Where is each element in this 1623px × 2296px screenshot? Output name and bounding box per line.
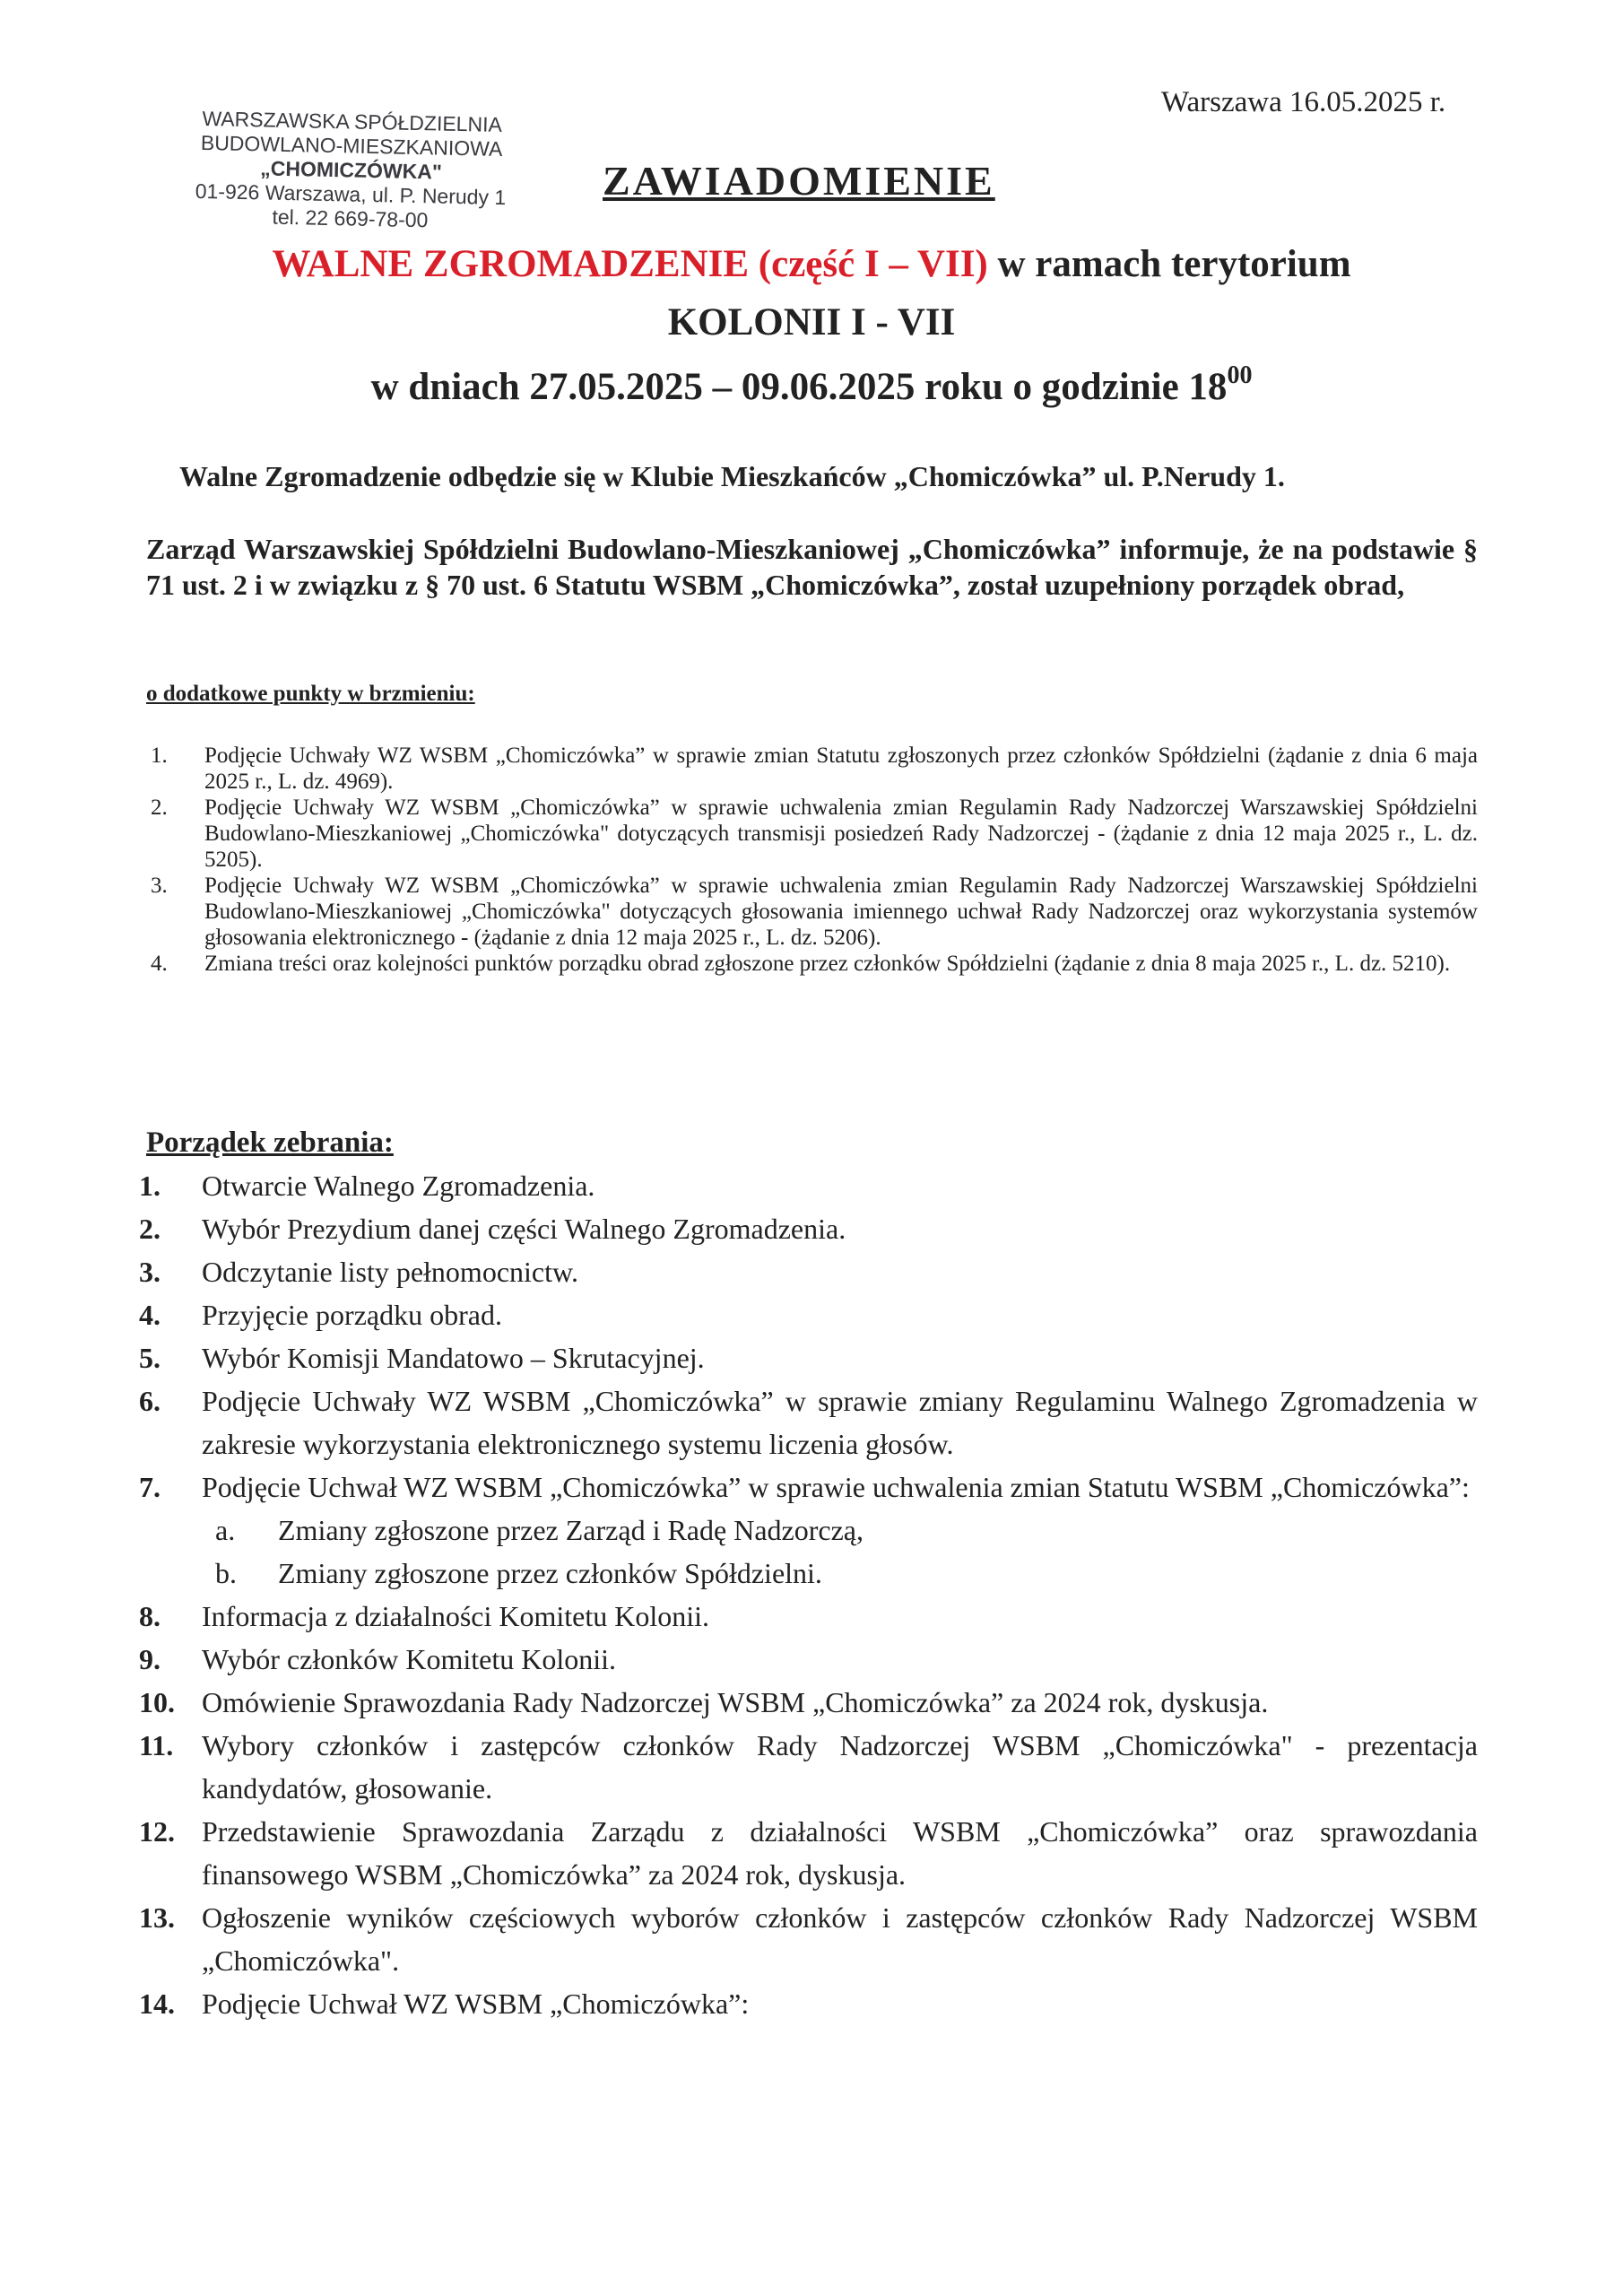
time-minutes: 00 — [1227, 361, 1253, 389]
agenda-item — [139, 1724, 1478, 1810]
agenda-item — [139, 1336, 1478, 1379]
agenda-number: 10. — [139, 1686, 175, 1718]
agenda-text: Wybór Komisji Mandatowo – Skrutacyjnej. — [202, 1342, 705, 1374]
notice-title: ZAWIADOMIENIE — [603, 158, 995, 204]
agenda-text: Wybór Prezydium danej części Walnego Zgromadzenia. — [202, 1213, 846, 1245]
agenda-text: Otwarcie Walnego Zgromadzenia. — [202, 1170, 595, 1202]
agenda-item — [139, 1293, 1478, 1336]
agenda-item — [139, 1810, 1478, 1896]
agenda-number: 12. — [139, 1815, 175, 1848]
agenda-item — [139, 1638, 1478, 1681]
agenda-number: 6. — [139, 1385, 161, 1417]
agenda-text: Ogłoszenie wyników częściowych wyborów członków i zastępców członków Rady Nadzorczej WSBM „Chomiczówka". — [202, 1901, 1478, 1977]
subitem-text: Zmiany zgłoszone przez członków Spółdzielni. — [278, 1557, 822, 1589]
stamp-line: BUDOWLANO-MIESZKANIOWA — [200, 130, 503, 161]
subitem-letter: a. — [215, 1514, 236, 1546]
subitem-text: Zmiany zgłoszone przez Zarząd i Radę Nadzorczą, — [278, 1514, 864, 1546]
agenda-subitem — [202, 1552, 1478, 1595]
agenda-item — [139, 1379, 1478, 1465]
item-text: Zmiana treści oraz kolejności punktów porządku obrad zgłoszone przez członków Spółdzielni (żądanie z dnia 8 maja 2025 r., L. dz. 5210). — [204, 952, 1451, 976]
cooperative-stamp — [157, 106, 545, 235]
item-text: Podjęcie Uchwały WZ WSBM „Chomiczówka” w sprawie zmian Statutu zgłoszonych przez członków Spółdzielni (żądanie z dnia 6 maja 2025 r., L. dz. 4969). — [204, 744, 1478, 794]
assembly-headline — [0, 242, 1623, 286]
agenda-item — [139, 1465, 1478, 1595]
agenda-text: Wybory członków i zastępców członków Rady Nadzorczej WSBM „Chomiczówka" - prezentacja kandydatów, głosowanie. — [202, 1729, 1478, 1805]
stamp-line: 01-926 Warszawa, ul. P. Nerudy 1 — [195, 178, 507, 210]
venue-info: Walne Zgromadzenie odbędzie się w Klubie Mieszkańców „Chomiczówka” ul. P.Nerudy 1. — [179, 460, 1285, 492]
agenda-number: 13. — [139, 1901, 175, 1934]
agenda-text: Podjęcie Uchwał WZ WSBM „Chomiczówka”: — [202, 1987, 750, 2020]
item-number: 4. — [151, 952, 168, 976]
agenda-item — [139, 1982, 1478, 2025]
intro-paragraph: Zarząd Warszawskiej Spółdzielni Budowlano-Mieszkaniowej „Chomiczówka” informuje, że na podstawie § 71 ust. 2 i w związku z § 70 ust. 6 Statutu WSBM „Chomiczówka”, został uzupełniony porządek obrad, — [146, 533, 1478, 601]
agenda-text: Przyjęcie porządku obrad. — [202, 1299, 502, 1331]
dates-line — [0, 361, 1623, 409]
item-number: 2. — [151, 796, 168, 820]
agenda-text: Przedstawienie Sprawozdania Zarządu z działalności WSBM „Chomiczówka” oraz sprawozdania finansowego WSBM „Chomiczówka” za 2024 rok, dyskusja. — [202, 1815, 1478, 1891]
additional-points-label: o dodatkowe punkty w brzmieniu: — [146, 682, 475, 706]
agenda-item — [139, 1595, 1478, 1638]
stamp-line: tel. 22 669-78-00 — [272, 204, 429, 232]
agenda-item — [139, 1681, 1478, 1724]
agenda-number: 4. — [139, 1299, 161, 1331]
agenda-text: Podjęcie Uchwały WZ WSBM „Chomiczówka” w sprawie zmiany Regulaminu Walnego Zgromadzenia w zakresie wykorzystania elektronicznego systemu liczenia głosów. — [202, 1385, 1478, 1460]
agenda-number: 14. — [139, 1987, 175, 2020]
agenda-number: 7. — [139, 1471, 161, 1503]
agenda-text: Wybór członków Komitetu Kolonii. — [202, 1643, 616, 1675]
additional-points-list — [151, 743, 1478, 977]
agenda-text: Odczytanie listy pełnomocnictw. — [202, 1256, 579, 1288]
agenda-item — [139, 1164, 1478, 1207]
subitem-letter: b. — [215, 1557, 237, 1589]
headline-black-part: w ramach terytorium — [987, 243, 1351, 285]
stamp-line: WARSZAWSKA SPÓŁDZIELNIA — [202, 107, 503, 136]
headline-red-part: WALNE ZGROMADZENIE (część I – VII) — [272, 243, 988, 285]
list-item — [151, 743, 1478, 795]
agenda-item — [139, 1250, 1478, 1293]
agenda-text: Podjęcie Uchwał WZ WSBM „Chomiczówka” w sprawie uchwalenia zmian Statutu WSBM „Chomiczówka”: — [202, 1471, 1470, 1503]
agenda-number: 1. — [139, 1170, 161, 1202]
agenda-number: 11. — [139, 1729, 174, 1761]
agenda-number: 5. — [139, 1342, 161, 1374]
item-number: 1. — [151, 744, 168, 768]
document-date: Warszawa 16.05.2025 r. — [1161, 86, 1446, 118]
agenda-sublist — [202, 1509, 1478, 1595]
list-item — [151, 951, 1478, 977]
agenda-text: Informacja z działalności Komitetu Kolonii. — [202, 1600, 710, 1632]
agenda-number: 3. — [139, 1256, 161, 1288]
agenda-number: 2. — [139, 1213, 161, 1245]
list-item — [151, 795, 1478, 873]
list-item — [151, 873, 1478, 951]
item-number: 3. — [151, 874, 168, 898]
item-text: Podjęcie Uchwały WZ WSBM „Chomiczówka” w sprawie uchwalenia zmian Regulamin Rady Nadzorczej Warszawskiej Spółdzielni Budowlano-Mieszkaniowej „Chomiczówka" dotyczących transmisji posiedzeń Rady Nadzorczej - (żądanie z dnia 12 maja 2025 r., L. dz. 5205). — [204, 796, 1478, 872]
agenda-list — [139, 1164, 1478, 2025]
agenda-subitem — [202, 1509, 1478, 1552]
agenda-number: 9. — [139, 1643, 161, 1675]
agenda-item — [139, 1896, 1478, 1982]
stamp-line: „CHOMICZÓWKA" — [260, 156, 443, 184]
dates-text: w dniach 27.05.2025 – 09.06.2025 roku o godzinie 18 — [370, 366, 1228, 408]
agenda-text: Omówienie Sprawozdania Rady Nadzorczej WSBM „Chomiczówka” za 2024 rok, dyskusja. — [202, 1686, 1269, 1718]
agenda-number: 8. — [139, 1600, 161, 1632]
item-text: Podjęcie Uchwały WZ WSBM „Chomiczówka” w sprawie uchwalenia zmian Regulamin Rady Nadzorczej Warszawskiej Spółdzielni Budowlano-Mieszkaniowej „Chomiczówka" dotyczących głosowania imiennego uchwał Rady Nadzorczej oraz wykorzystania systemów głosowania elektronicznego - (żądanie z dnia 12 maja 2025 r., L. dz. 5206). — [204, 874, 1478, 950]
colonies-subheading: KOLONII I - VII — [667, 301, 956, 344]
agenda-item — [139, 1207, 1478, 1250]
agenda-title: Porządek zebrania: — [146, 1126, 394, 1159]
